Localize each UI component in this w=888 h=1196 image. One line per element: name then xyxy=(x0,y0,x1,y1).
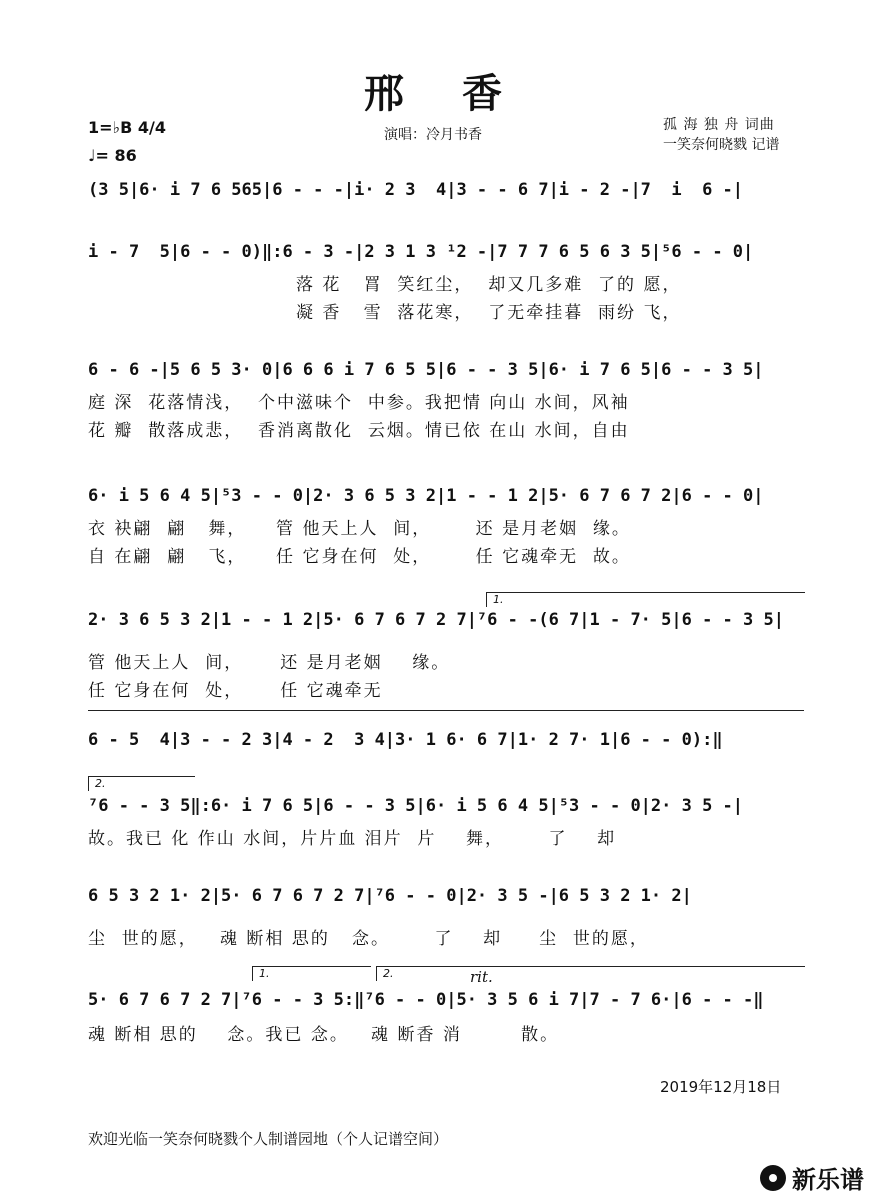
notation-row-4: 6· i 5 6 4 5|⁵3 - - 0|2· 3 6 5 3 2|1 - - 1 2|5· 6 7 6 7 2|6 - - 0| xyxy=(88,486,764,506)
notation-row-7: ⁷6 - - 3 5‖:6· i 7 6 5|6 - - 3 5|6· i 5 6 4 5|⁵3 - - 0|2· 3 5 -| xyxy=(88,796,744,816)
lyric-row-5-verse-2: 任 它身在何 处， 任 它魂牵无 xyxy=(88,681,383,701)
date: 2019年12月18日 xyxy=(660,1078,782,1096)
ritardando-marking: rit. xyxy=(470,968,493,986)
notation-row-3: 6 - 6 -|5 6 5 3· 0|6 6 6 i 7 6 5 5|6 - - 3 5|6· i 7 6 5|6 - - 3 5| xyxy=(88,360,764,380)
lyric-row-3-verse-2: 花 瓣 散落成悲， 香消离散化 云烟。情已依 在山 水间，自由 xyxy=(88,421,630,441)
lyric-row-2-verse-2: 凝 香 雪 落花寒， 了无牵挂暮 雨纷 飞， xyxy=(296,303,682,323)
lyric-row-4-verse-2: 自 在翩 翩 飞， 任 它身在何 处， 任 它魂牵无 故。 xyxy=(88,547,631,567)
key-signature: 1=♭B 4/4 xyxy=(88,118,166,137)
page-title: 邢 香 xyxy=(364,70,524,117)
singer: 演唱：冷月书香 xyxy=(384,127,482,143)
site-logo[interactable] xyxy=(760,1160,864,1195)
lyric-row-7: 故。我已 化 作山 水间，片片血 泪片 片 舞， 了 却 xyxy=(88,829,617,849)
notation-row-1: (3 5|6· i 7 6 565|6 - - -|i· 2 3 4|3 - - 6 7|i - 2 -|7 i 6 -| xyxy=(88,180,744,200)
lyric-row-5-verse-1: 管 他天上人 间， 还 是月老姻 缘。 xyxy=(88,653,451,673)
tempo: ♩= 86 xyxy=(88,146,137,165)
transcriber-credit: 一笑奈何晓戮 记谱 xyxy=(663,137,780,153)
notation-row-6: 6 - 5 4|3 - - 2 3|4 - 2 3 4|3· 1 6· 6 7|1· 2 7· 1|6 - - 0):‖ xyxy=(88,730,723,750)
volta-first-ending-2: 1. xyxy=(252,966,371,981)
volta-continuation-line xyxy=(88,710,804,711)
lyric-row-2-verse-1: 落 花 罥 笑红尘， 却又几多难 了的 愿， xyxy=(296,275,682,295)
lyric-row-4-verse-1: 衣 袂翩 翩 舞， 管 他天上人 间， 还 是月老姻 缘。 xyxy=(88,519,631,539)
notation-row-9: 5· 6 7 6 7 2 7|⁷6 - - 3 5:‖⁷6 - - 0|5· 3 5 6 i 7|7 - 7 6·|6 - - -‖ xyxy=(88,990,764,1010)
volta-second-ending-2: 2. xyxy=(376,966,805,981)
lyric-row-9: 魂 断相 思的 念。我已 念。 魂 断香 消 散。 xyxy=(88,1025,560,1045)
notation-row-2: i - 7 5|6 - - 0)‖:6 - 3 -|2 3 1 3 ¹2 -|7 7 7 6 5 6 3 5|⁵6 - - 0| xyxy=(88,242,754,262)
record-icon xyxy=(760,1165,786,1191)
footer-text: 欢迎光临一笑奈何晓戮个人制谱园地（个人记谱空间） xyxy=(88,1130,449,1148)
lyric-row-3-verse-1: 庭 深 花落情浅， 个中滋味个 中参。我把情 向山 水间，风袖 xyxy=(88,393,630,413)
notation-row-8: 6 5 3 2 1· 2|5· 6 7 6 7 2 7|⁷6 - - 0|2· 3 5 -|6 5 3 2 1· 2| xyxy=(88,886,692,906)
lyrics-music-credit: 孤 海 独 舟 词曲 xyxy=(663,117,775,133)
volta-second-ending: 2. xyxy=(88,776,195,791)
volta-first-ending: 1. xyxy=(486,592,805,607)
lyric-row-8: 尘 世的愿， 魂 断相 思的 念。 了 却 尘 世的愿， xyxy=(88,929,649,949)
logo-text: 新乐谱 xyxy=(792,1166,864,1194)
notation-row-5: 2· 3 6 5 3 2|1 - - 1 2|5· 6 7 6 7 2 7|⁷6 - -(6 7|1 - 7· 5|6 - - 3 5| xyxy=(88,610,784,630)
